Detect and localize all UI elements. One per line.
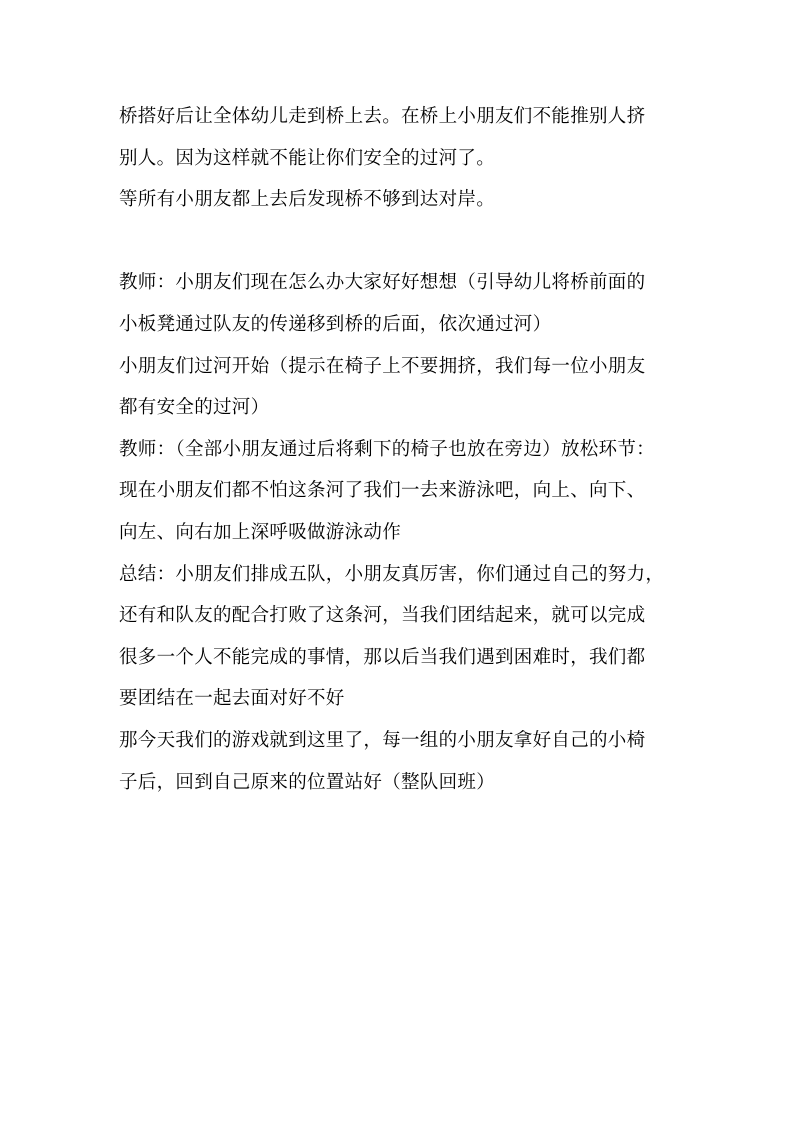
- text-line: 很多一个人不能完成的事情，那以后当我们遇到困难时，我们都: [119, 646, 646, 668]
- text-line: 要团结在一起去面对好不好: [119, 688, 345, 710]
- text-line: 现在小朋友们都不怕这条河了我们一去来游泳吧，向上、向下、: [119, 480, 646, 502]
- text-line: 还有和队友的配合打败了这条河，当我们团结起来，就可以完成: [119, 605, 646, 627]
- blank-line: [119, 221, 689, 263]
- text-line: 向左、向右加上深呼吸做游泳动作: [119, 521, 402, 543]
- text-line: 都有安全的过河）: [119, 397, 270, 419]
- text-line: 总结：小朋友们排成五队，小朋友真厉害，你们通过自己的努力，: [119, 563, 665, 585]
- text-line: 教师：（全部小朋友通过后将剩下的椅子也放在旁边）放松环节：: [119, 438, 655, 460]
- text-line: 等所有小朋友都上去后发现桥不够到达对岸。: [119, 189, 496, 211]
- text-line: 别人。因为这样就不能让你们安全的过河了。: [119, 147, 496, 169]
- document-body: [119, 96, 689, 803]
- text-line: 教师：小朋友们现在怎么办大家好好想想（引导幼儿将桥前面的: [119, 272, 646, 294]
- text-line: 小朋友们过河开始（提示在椅子上不要拥挤，我们每一位小朋友: [119, 355, 646, 377]
- text-line: 小板凳通过队友的传递移到桥的后面，依次通过河）: [119, 313, 552, 335]
- text-line: 桥搭好后让全体幼儿走到桥上去。在桥上小朋友们不能推别人挤: [119, 106, 646, 127]
- text-line: 子后，回到自己原来的位置站好（整队回班）: [119, 771, 496, 793]
- text-line: 那今天我们的游戏就到这里了，每一组的小朋友拿好自己的小椅: [119, 729, 646, 751]
